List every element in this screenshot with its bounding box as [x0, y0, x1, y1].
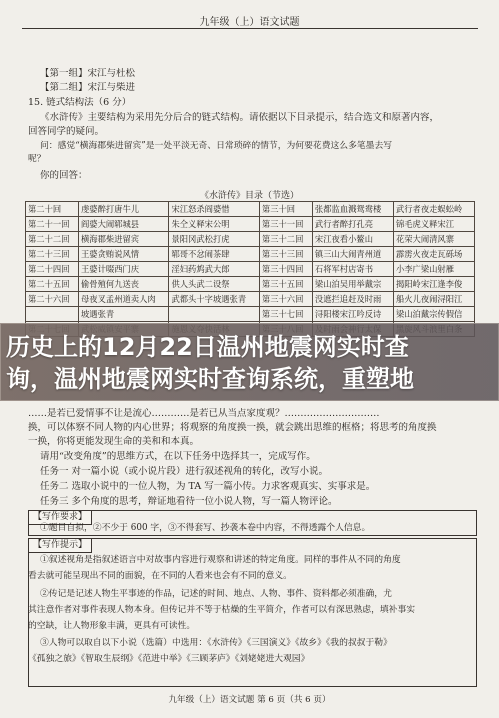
headline-banner[interactable] [0, 323, 499, 401]
group1-line: 【第一组】宋江与杜松 [40, 68, 136, 79]
task-one: 任务一 对一篇小说（或小说片段）进行叙述视角的转化，改写小说。 [40, 466, 329, 477]
q15-desc-1: 《水浒传》主要结构为采用先分后合的链式结构。请依据以下目录提示，结合选文和原著内容， [40, 112, 440, 123]
group2-line: 【第二组】宋江与柴进 [40, 82, 136, 93]
page-footer: 九年级（上）语文试题 第 6 页（共 6 页） [168, 695, 331, 705]
toc-cell: 宋江夜看小鳌山 [312, 232, 393, 247]
toc-cell: 宋江怒杀阎婆惜 [169, 202, 259, 217]
toc-cell: 第三十三回 [259, 247, 312, 262]
toc-cell: 第三十五回 [259, 277, 312, 292]
q15-question-2: 呢？ [28, 154, 46, 164]
task-para-4: 请用“改变角度”的思维方式，在以下任务中选择其一，完成写作。 [40, 451, 316, 462]
toc-cell: 锦毛虎义释宋江 [393, 217, 474, 232]
toc-cell: 第三十四回 [259, 262, 312, 277]
tip-5: 的空缺，让人物形象丰满，更具有可读性。 [28, 621, 196, 631]
toc-row [26, 307, 475, 322]
task-three: 任务三 多个角度的思考，辩证地看待一位小说人物，写一篇人物评论。 [40, 496, 338, 507]
toc-cell: 武行者醉打孔亮 [312, 217, 393, 232]
toc-cell: 阎婆大闹郓城县 [79, 217, 169, 232]
toc-cell: 梁山泊吴用举戴宗 [312, 277, 393, 292]
requirements-heading: 【写作要求】 [28, 510, 92, 525]
toc-cell: 武行者夜走蜈蚣岭 [393, 202, 474, 217]
toc-cell: 虔婆醉打唐牛儿 [79, 202, 169, 217]
toc-cell: 霹雳火夜走瓦砾场 [393, 247, 474, 262]
task-para-3: 一换，你将更能发现生命的美和和本真。 [28, 436, 200, 447]
banner-line-2[interactable]: 询，温州地震网实时查询系统，重塑地 [6, 365, 414, 393]
requirements-text: ①题目自拟，②不少于 600 字，③不得套写、抄袭本卷中内容，不得透露个人信息。 [40, 523, 371, 533]
task-two: 任务二 选取小说中的一位人物，为 TA 写一篇小传。力求客观真实、实事求是。 [40, 481, 376, 492]
toc-cell [26, 307, 79, 322]
toc-cell: 横海郡柴进留宾 [79, 232, 169, 247]
toc-cell: 第三十回 [259, 202, 312, 217]
task-para-1: ……是若已爱情事不让是流心…………是若已从当点家度观？………………………… [28, 408, 380, 419]
tip-3: ②传记是记述人物生平事迹的作品，记述的时间、地点、人物、事件、资料都必须准确，尤 [40, 589, 392, 599]
toc-cell: 浔阳楼宋江吟反诗 [312, 307, 393, 322]
toc-cell: 偷骨殖何九送丧 [79, 277, 169, 292]
toc-cell: 王婆贪贿说风情 [79, 247, 169, 262]
toc-cell: 没遮拦追赶及时雨 [312, 292, 393, 307]
toc-title: 《水浒传》目录（节选） [199, 191, 299, 201]
toc-cell: 第三十二回 [259, 232, 312, 247]
q15-desc-2: 回答同学的疑问。 [28, 126, 105, 137]
toc-cell: 张都监血溅鸳鸯楼 [312, 202, 393, 217]
tip-6: ③人物可以取自以下小说（选篇）中选用：《水浒传》《三国演义》《故乡》《我的叔叔于勒》 [40, 638, 392, 648]
toc-cell: 武都头十字坡遇张青 [169, 292, 259, 307]
toc-cell: 船火儿夜闹浔阳江 [393, 292, 474, 307]
task-para-2: 换，可以体察不同人物的内心世界；将观察的角度换一换，就会跳出思维的框格；将思考的角度换 [28, 422, 437, 433]
banner-line-1[interactable]: 历史上的12月22日温州地震网实时查 [6, 333, 409, 361]
toc-cell: 石将军村店寄书 [312, 262, 393, 277]
toc-cell: 第二十回 [26, 202, 79, 217]
tip-1: ①叙述视角是指叙述语言中对故事内容进行观察和讲述的特定角度。同样的事件从不同的角度 [40, 555, 401, 565]
toc-row [26, 292, 475, 307]
toc-cell: 小李广梁山射雁 [393, 262, 474, 277]
toc-row [26, 202, 475, 217]
toc-cell: 梁山泊戴宗传假信 [393, 307, 474, 322]
tips-heading: 【写作提示】 [28, 538, 92, 553]
toc-cell: 景阳冈武松打虎 [169, 232, 259, 247]
toc-cell: 花荣大闹清风寨 [393, 232, 474, 247]
header-divider [22, 28, 478, 29]
toc-row [26, 277, 475, 292]
toc-table [25, 201, 475, 337]
toc-cell: 第三十一回 [259, 217, 312, 232]
tip-7: 《孤独之旅》《智取生辰纲》《范进中举》《三顾茅庐》《刘姥姥进大观园》 [28, 654, 310, 664]
toc-row [26, 247, 475, 262]
q15-question: 问：感觉“横海郡柴进留宾”是一处平淡无奇、日常琐碎的情节，为何要花费这么多笔墨去写 [40, 141, 393, 151]
toc-cell: 镇三山大闹青州道 [312, 247, 393, 262]
page-header: 九年级（上）语文试题 [199, 17, 300, 28]
toc-cell: 郓哥不忿闹茶肆 [169, 247, 259, 262]
toc-cell: 第二十三回 [26, 247, 79, 262]
q15-answer-label: 你的回答： [40, 170, 88, 181]
toc-row [26, 262, 475, 277]
toc-row [26, 217, 475, 232]
toc-cell: 揭阳岭宋江逢李俊 [393, 277, 474, 292]
q15-title: 15. 链式结构法（6 分） [28, 97, 132, 108]
toc-cell: 王婆计啜西门庆 [79, 262, 169, 277]
toc-cell: 第二十五回 [26, 277, 79, 292]
toc-cell: 淫妇药鸩武大郎 [169, 262, 259, 277]
toc-cell: 母夜叉孟州道卖人肉 [79, 292, 169, 307]
toc-cell: 第二十四回 [26, 262, 79, 277]
toc-row [26, 232, 475, 247]
toc-cell [169, 307, 259, 322]
toc-cell: 第三十六回 [259, 292, 312, 307]
toc-cell: 第二十二回 [26, 232, 79, 247]
toc-cell: 第三十七回 [259, 307, 312, 322]
tip-2: 看去就可能呈现出不同的面貌，在不同的人看来也会有不同的意义。 [28, 571, 292, 581]
tip-4: 其注意作者对事件表现人物本身。但传记并不等于枯燥的生平简介，作者可以有深思熟虑，填补事实 [28, 605, 416, 615]
toc-cell: 供人头武二设祭 [169, 277, 259, 292]
toc-cell: 第二十一回 [26, 217, 79, 232]
toc-cell: 第二十六回 [26, 292, 79, 307]
toc-cell: 朱仝义释宋公明 [169, 217, 259, 232]
toc-cell: 坡遇张青 [79, 307, 169, 322]
